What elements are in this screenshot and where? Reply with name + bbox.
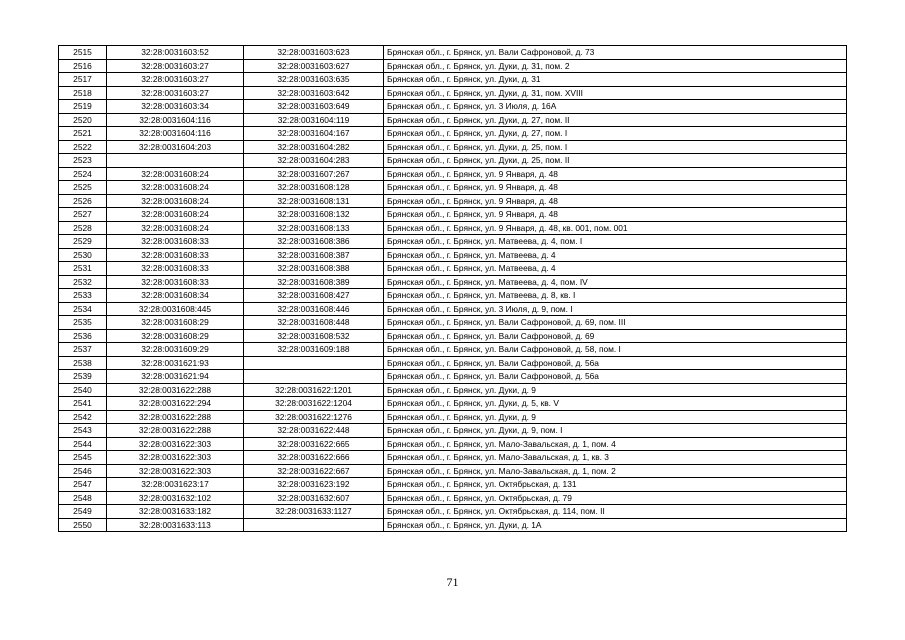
building-cadastral-number-cell: 32:28:0031608:427 [244,289,384,303]
address-cell: Брянская обл., г. Брянск, ул. Дуки, д. 31, пом. XVIII [384,86,847,100]
table-row [59,59,847,73]
building-cadastral-number-cell: 32:28:0031608:532 [244,329,384,343]
address-cell: Брянская обл., г. Брянск, ул. Вали Сафроновой, д. 56а [384,356,847,370]
row-number-cell: 2541 [59,397,107,411]
address-cell: Брянская обл., г. Брянск, ул. 3 Июля, д. 16А [384,100,847,114]
address-cell: Брянская обл., г. Брянск, ул. Мало-Завальская, д. 1, пом. 4 [384,437,847,451]
table-row [59,181,847,195]
table-row [59,127,847,141]
table-row [59,86,847,100]
land-cadastral-number-cell: 32:28:0031608:24 [107,167,244,181]
table-row [59,113,847,127]
land-cadastral-number-cell: 32:28:0031608:34 [107,289,244,303]
row-number-cell: 2550 [59,518,107,532]
land-cadastral-number-cell: 32:28:0031621:93 [107,356,244,370]
building-cadastral-number-cell: 32:28:0031608:446 [244,302,384,316]
address-cell: Брянская обл., г. Брянск, ул. Октябрьская, д. 114, пом. II [384,505,847,519]
land-cadastral-number-cell: 32:28:0031621:94 [107,370,244,384]
land-cadastral-number-cell: 32:28:0031622:294 [107,397,244,411]
land-cadastral-number-cell: 32:28:0031604:116 [107,113,244,127]
row-number-cell: 2529 [59,235,107,249]
land-cadastral-number-cell: 32:28:0031608:24 [107,208,244,222]
land-cadastral-number-cell: 32:28:0031608:445 [107,302,244,316]
table-row [59,275,847,289]
row-number-cell: 2537 [59,343,107,357]
address-cell: Брянская обл., г. Брянск, ул. Дуки, д. 27, пом. I [384,127,847,141]
land-cadastral-number-cell: 32:28:0031603:52 [107,46,244,60]
building-cadastral-number-cell: 32:28:0031603:635 [244,73,384,87]
address-cell: Брянская обл., г. Брянск, ул. 9 Января, д. 48 [384,194,847,208]
table-row [59,46,847,60]
building-cadastral-number-cell [244,356,384,370]
address-cell: Брянская обл., г. Брянск, ул. Октябрьская, д. 131 [384,478,847,492]
row-number-cell: 2536 [59,329,107,343]
address-cell: Брянская обл., г. Брянск, ул. Дуки, д. 27, пом. II [384,113,847,127]
row-number-cell: 2517 [59,73,107,87]
table-row [59,248,847,262]
building-cadastral-number-cell: 32:28:0031608:389 [244,275,384,289]
table-row [59,343,847,357]
address-cell: Брянская обл., г. Брянск, ул. 9 Января, д. 48 [384,167,847,181]
land-cadastral-number-cell: 32:28:0031603:34 [107,100,244,114]
table-row [59,329,847,343]
row-number-cell: 2544 [59,437,107,451]
row-number-cell: 2535 [59,316,107,330]
address-cell: Брянская обл., г. Брянск, ул. Дуки, д. 25, пом. I [384,140,847,154]
table-row [59,410,847,424]
address-cell: Брянская обл., г. Брянск, ул. 9 Января, д. 48 [384,181,847,195]
building-cadastral-number-cell: 32:28:0031603:649 [244,100,384,114]
building-cadastral-number-cell [244,370,384,384]
address-cell: Брянская обл., г. Брянск, ул. Дуки, д. 31 [384,73,847,87]
row-number-cell: 2531 [59,262,107,276]
building-cadastral-number-cell: 32:28:0031608:386 [244,235,384,249]
row-number-cell: 2526 [59,194,107,208]
property-table [58,45,847,532]
table-row [59,356,847,370]
address-cell: Брянская обл., г. Брянск, ул. Матвеева, д. 4, пом. IV [384,275,847,289]
table-row [59,140,847,154]
land-cadastral-number-cell: 32:28:0031604:203 [107,140,244,154]
address-cell: Брянская обл., г. Брянск, ул. Матвеева, д. 4 [384,248,847,262]
row-number-cell: 2542 [59,410,107,424]
building-cadastral-number-cell: 32:28:0031622:1204 [244,397,384,411]
building-cadastral-number-cell: 32:28:0031608:131 [244,194,384,208]
land-cadastral-number-cell: 32:28:0031608:29 [107,329,244,343]
land-cadastral-number-cell: 32:28:0031622:303 [107,464,244,478]
row-number-cell: 2545 [59,451,107,465]
address-cell: Брянская обл., г. Брянск, ул. Дуки, д. 9 [384,410,847,424]
building-cadastral-number-cell: 32:28:0031604:283 [244,154,384,168]
land-cadastral-number-cell: 32:28:0031622:303 [107,451,244,465]
row-number-cell: 2515 [59,46,107,60]
row-number-cell: 2538 [59,356,107,370]
building-cadastral-number-cell: 32:28:0031622:666 [244,451,384,465]
building-cadastral-number-cell: 32:28:0031609:188 [244,343,384,357]
building-cadastral-number-cell: 32:28:0031604:282 [244,140,384,154]
land-cadastral-number-cell [107,154,244,168]
row-number-cell: 2518 [59,86,107,100]
address-cell: Брянская обл., г. Брянск, ул. Вали Сафроновой, д. 56а [384,370,847,384]
building-cadastral-number-cell: 32:28:0031603:627 [244,59,384,73]
building-cadastral-number-cell: 32:28:0031603:642 [244,86,384,100]
table-body [59,46,847,532]
row-number-cell: 2549 [59,505,107,519]
land-cadastral-number-cell: 32:28:0031632:102 [107,491,244,505]
address-cell: Брянская обл., г. Брянск, ул. Матвеева, д. 8, кв. I [384,289,847,303]
table-row [59,302,847,316]
table-row [59,437,847,451]
address-cell: Брянская обл., г. Брянск, ул. Мало-Завальская, д. 1, пом. 2 [384,464,847,478]
land-cadastral-number-cell: 32:28:0031622:303 [107,437,244,451]
land-cadastral-number-cell: 32:28:0031608:33 [107,248,244,262]
building-cadastral-number-cell: 32:28:0031622:665 [244,437,384,451]
row-number-cell: 2522 [59,140,107,154]
row-number-cell: 2533 [59,289,107,303]
row-number-cell: 2530 [59,248,107,262]
address-cell: Брянская обл., г. Брянск, ул. 9 Января, д. 48 [384,208,847,222]
table-row [59,505,847,519]
row-number-cell: 2532 [59,275,107,289]
land-cadastral-number-cell: 32:28:0031622:288 [107,410,244,424]
building-cadastral-number-cell: 32:28:0031622:667 [244,464,384,478]
building-cadastral-number-cell: 32:28:0031608:133 [244,221,384,235]
row-number-cell: 2516 [59,59,107,73]
address-cell: Брянская обл., г. Брянск, ул. Дуки, д. 9, пом. I [384,424,847,438]
table-row [59,370,847,384]
address-cell: Брянская обл., г. Брянск, ул. Дуки, д. 31, пом. 2 [384,59,847,73]
table-row [59,167,847,181]
address-cell: Брянская обл., г. Брянск, ул. Дуки, д. 25, пом. II [384,154,847,168]
address-cell: Брянская обл., г. Брянск, ул. Вали Сафроновой, д. 69 [384,329,847,343]
row-number-cell: 2519 [59,100,107,114]
table-row [59,154,847,168]
land-cadastral-number-cell: 32:28:0031608:33 [107,275,244,289]
row-number-cell: 2534 [59,302,107,316]
address-cell: Брянская обл., г. Брянск, ул. Вали Сафроновой, д. 69, пом. III [384,316,847,330]
table-row [59,464,847,478]
land-cadastral-number-cell: 32:28:0031604:116 [107,127,244,141]
land-cadastral-number-cell: 32:28:0031608:33 [107,262,244,276]
address-cell: Брянская обл., г. Брянск, ул. 3 Июля, д. 9, пом. I [384,302,847,316]
building-cadastral-number-cell: 32:28:0031604:119 [244,113,384,127]
row-number-cell: 2521 [59,127,107,141]
land-cadastral-number-cell: 32:28:0031633:182 [107,505,244,519]
row-number-cell: 2543 [59,424,107,438]
building-cadastral-number-cell: 32:28:0031604:167 [244,127,384,141]
building-cadastral-number-cell: 32:28:0031603:623 [244,46,384,60]
table-row [59,100,847,114]
building-cadastral-number-cell [244,518,384,532]
table-row [59,73,847,87]
building-cadastral-number-cell: 32:28:0031608:387 [244,248,384,262]
row-number-cell: 2539 [59,370,107,384]
row-number-cell: 2523 [59,154,107,168]
table-row [59,451,847,465]
table-row [59,208,847,222]
row-number-cell: 2528 [59,221,107,235]
building-cadastral-number-cell: 32:28:0031622:1276 [244,410,384,424]
table-row [59,518,847,532]
land-cadastral-number-cell: 32:28:0031608:33 [107,235,244,249]
building-cadastral-number-cell: 32:28:0031608:132 [244,208,384,222]
table-row [59,194,847,208]
building-cadastral-number-cell: 32:28:0031608:388 [244,262,384,276]
building-cadastral-number-cell: 32:28:0031623:192 [244,478,384,492]
land-cadastral-number-cell: 32:28:0031608:24 [107,221,244,235]
row-number-cell: 2527 [59,208,107,222]
table-row [59,262,847,276]
land-cadastral-number-cell: 32:28:0031633:113 [107,518,244,532]
building-cadastral-number-cell: 32:28:0031622:448 [244,424,384,438]
row-number-cell: 2546 [59,464,107,478]
land-cadastral-number-cell: 32:28:0031603:27 [107,59,244,73]
table-row [59,397,847,411]
address-cell: Брянская обл., г. Брянск, ул. Мало-Завальская, д. 1, кв. 3 [384,451,847,465]
land-cadastral-number-cell: 32:28:0031603:27 [107,86,244,100]
row-number-cell: 2520 [59,113,107,127]
row-number-cell: 2540 [59,383,107,397]
address-cell: Брянская обл., г. Брянск, ул. Матвеева, д. 4 [384,262,847,276]
address-cell: Брянская обл., г. Брянск, ул. Дуки, д. 1А [384,518,847,532]
page-number: 71 [446,575,459,589]
table-row [59,491,847,505]
building-cadastral-number-cell: 32:28:0031632:607 [244,491,384,505]
land-cadastral-number-cell: 32:28:0031622:288 [107,383,244,397]
table-row [59,235,847,249]
address-cell: Брянская обл., г. Брянск, ул. Октябрьская, д. 79 [384,491,847,505]
land-cadastral-number-cell: 32:28:0031608:24 [107,194,244,208]
table-row [59,424,847,438]
property-table-container [58,45,846,532]
table-row [59,316,847,330]
land-cadastral-number-cell: 32:28:0031608:29 [107,316,244,330]
address-cell: Брянская обл., г. Брянск, ул. Матвеева, д. 4, пом. I [384,235,847,249]
building-cadastral-number-cell: 32:28:0031607:267 [244,167,384,181]
building-cadastral-number-cell: 32:28:0031633:1127 [244,505,384,519]
building-cadastral-number-cell: 32:28:0031608:448 [244,316,384,330]
building-cadastral-number-cell: 32:28:0031608:128 [244,181,384,195]
land-cadastral-number-cell: 32:28:0031622:288 [107,424,244,438]
table-row [59,383,847,397]
land-cadastral-number-cell: 32:28:0031623:17 [107,478,244,492]
row-number-cell: 2547 [59,478,107,492]
table-row [59,478,847,492]
land-cadastral-number-cell: 32:28:0031603:27 [107,73,244,87]
row-number-cell: 2525 [59,181,107,195]
address-cell: Брянская обл., г. Брянск, ул. Дуки, д. 5, кв. V [384,397,847,411]
address-cell: Брянская обл., г. Брянск, ул. Вали Сафроновой, д. 58, пом. I [384,343,847,357]
row-number-cell: 2548 [59,491,107,505]
address-cell: Брянская обл., г. Брянск, ул. Дуки, д. 9 [384,383,847,397]
address-cell: Брянская обл., г. Брянск, ул. Вали Сафроновой, д. 73 [384,46,847,60]
table-row [59,221,847,235]
building-cadastral-number-cell: 32:28:0031622:1201 [244,383,384,397]
land-cadastral-number-cell: 32:28:0031608:24 [107,181,244,195]
land-cadastral-number-cell: 32:28:0031609:29 [107,343,244,357]
table-row [59,289,847,303]
row-number-cell: 2524 [59,167,107,181]
address-cell: Брянская обл., г. Брянск, ул. 9 Января, д. 48, кв. 001, пом. 001 [384,221,847,235]
